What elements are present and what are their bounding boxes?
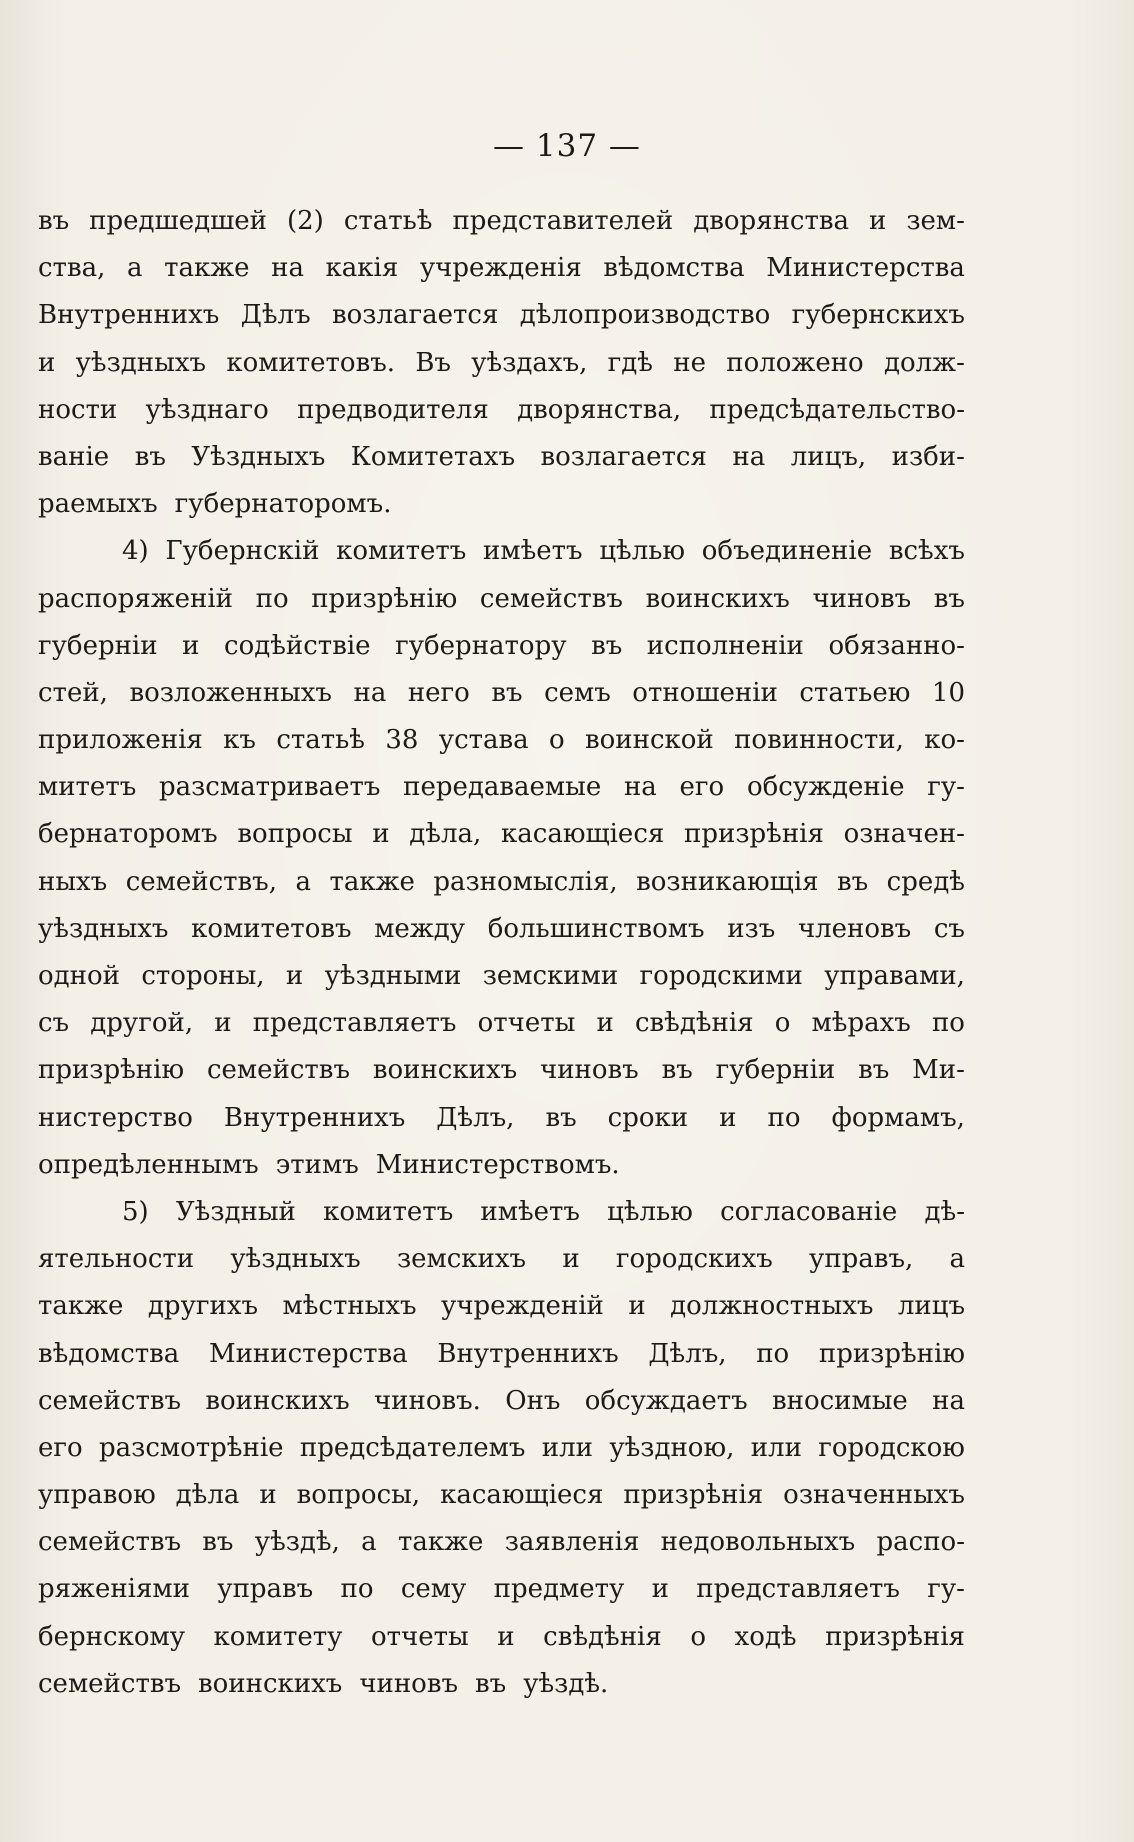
text-line: бернскому комитету отчеты и свѣдѣнія о ходѣ призрѣнія: [38, 1621, 965, 1652]
text-line: распоряженій по призрѣнію семействъ воинскихъ чиновъ въ: [38, 583, 965, 614]
text-line: управою дѣла и вопросы, касающіеся призрѣнія означенныхъ: [38, 1480, 965, 1511]
text-line: митетъ разсматриваетъ передаваемые на его обсужденіе гу-: [38, 772, 965, 803]
text-line: 4) Губернскій комитетъ имѣетъ цѣлью объединеніе всѣхъ: [122, 536, 965, 567]
text-line: ности уѣзднаго предводителя дворянства, предсѣдательство-: [38, 394, 965, 425]
text-line: опредѣленнымъ этимъ Министерствомъ.: [38, 1149, 620, 1180]
text-line: ныхъ семействъ, а также разномыслія, возникающія въ средѣ: [38, 866, 965, 897]
text-line: ряженіями управъ по сему предмету и представляетъ гу-: [38, 1574, 965, 1605]
body-text: [38, 198, 965, 1708]
text-line: также другихъ мѣстныхъ учрежденій и должностныхъ лицъ: [38, 1291, 965, 1322]
text-line: вѣдомства Министерства Внутреннихъ Дѣлъ, по призрѣнію: [38, 1338, 965, 1369]
text-line: семействъ въ уѣздѣ, а также заявленія недовольныхъ распо-: [38, 1527, 965, 1558]
text-line: семействъ воинскихъ чиновъ въ уѣздѣ.: [38, 1668, 609, 1699]
text-line: призрѣнію семействъ воинскихъ чиновъ въ губерніи въ Ми-: [38, 1055, 965, 1086]
text-line: семействъ воинскихъ чиновъ. Онъ обсуждаетъ вносимые на: [38, 1385, 965, 1416]
text-line: одной стороны, и уѣздными земскими городскими управами,: [38, 961, 965, 991]
text-line: губерніи и содѣйствіе губернатору въ исполненіи обязанно-: [38, 630, 965, 661]
page-number: — 137 —: [493, 128, 641, 164]
text-line: и уѣздныхъ комитетовъ. Въ уѣздахъ, гдѣ не положено долж-: [38, 347, 965, 378]
text-line: раемыхъ губернаторомъ.: [38, 489, 392, 520]
text-line: въ предшедшей (2) статьѣ представителей дворянства и зем-: [38, 206, 965, 236]
text-line: уѣздныхъ комитетовъ между большинствомъ изъ членовъ съ: [38, 913, 965, 944]
text-line: ства, а также на какія учрежденія вѣдомства Министерства: [38, 253, 965, 284]
text-line: съ другой, и представляетъ отчеты и свѣдѣнія о мѣрахъ по: [38, 1008, 965, 1039]
text-line: приложенія къ статьѣ 38 устава о воинской повинности, ко-: [38, 725, 965, 756]
text-line: ваніе въ Уѣздныхъ Комитетахъ возлагается на лицъ, изби-: [38, 441, 965, 472]
text-line: стей, возложенныхъ на него въ семъ отношеніи статьею 10: [38, 677, 965, 708]
text-line: бернаторомъ вопросы и дѣла, касающіеся призрѣнія означен-: [38, 819, 965, 850]
text-line: ятельности уѣздныхъ земскихъ и городскихъ управъ, а: [38, 1244, 965, 1275]
text-line: 5) Уѣздный комитетъ имѣетъ цѣлью согласованіе дѣ-: [122, 1196, 965, 1227]
text-line: нистерство Внутреннихъ Дѣлъ, въ сроки и по формамъ,: [38, 1102, 965, 1133]
text-line: его разсмотрѣніе предсѣдателемъ или уѣздною, или городскою: [38, 1432, 965, 1463]
text-line: Внутреннихъ Дѣлъ возлагается дѣлопроизводство губернскихъ: [38, 300, 965, 331]
